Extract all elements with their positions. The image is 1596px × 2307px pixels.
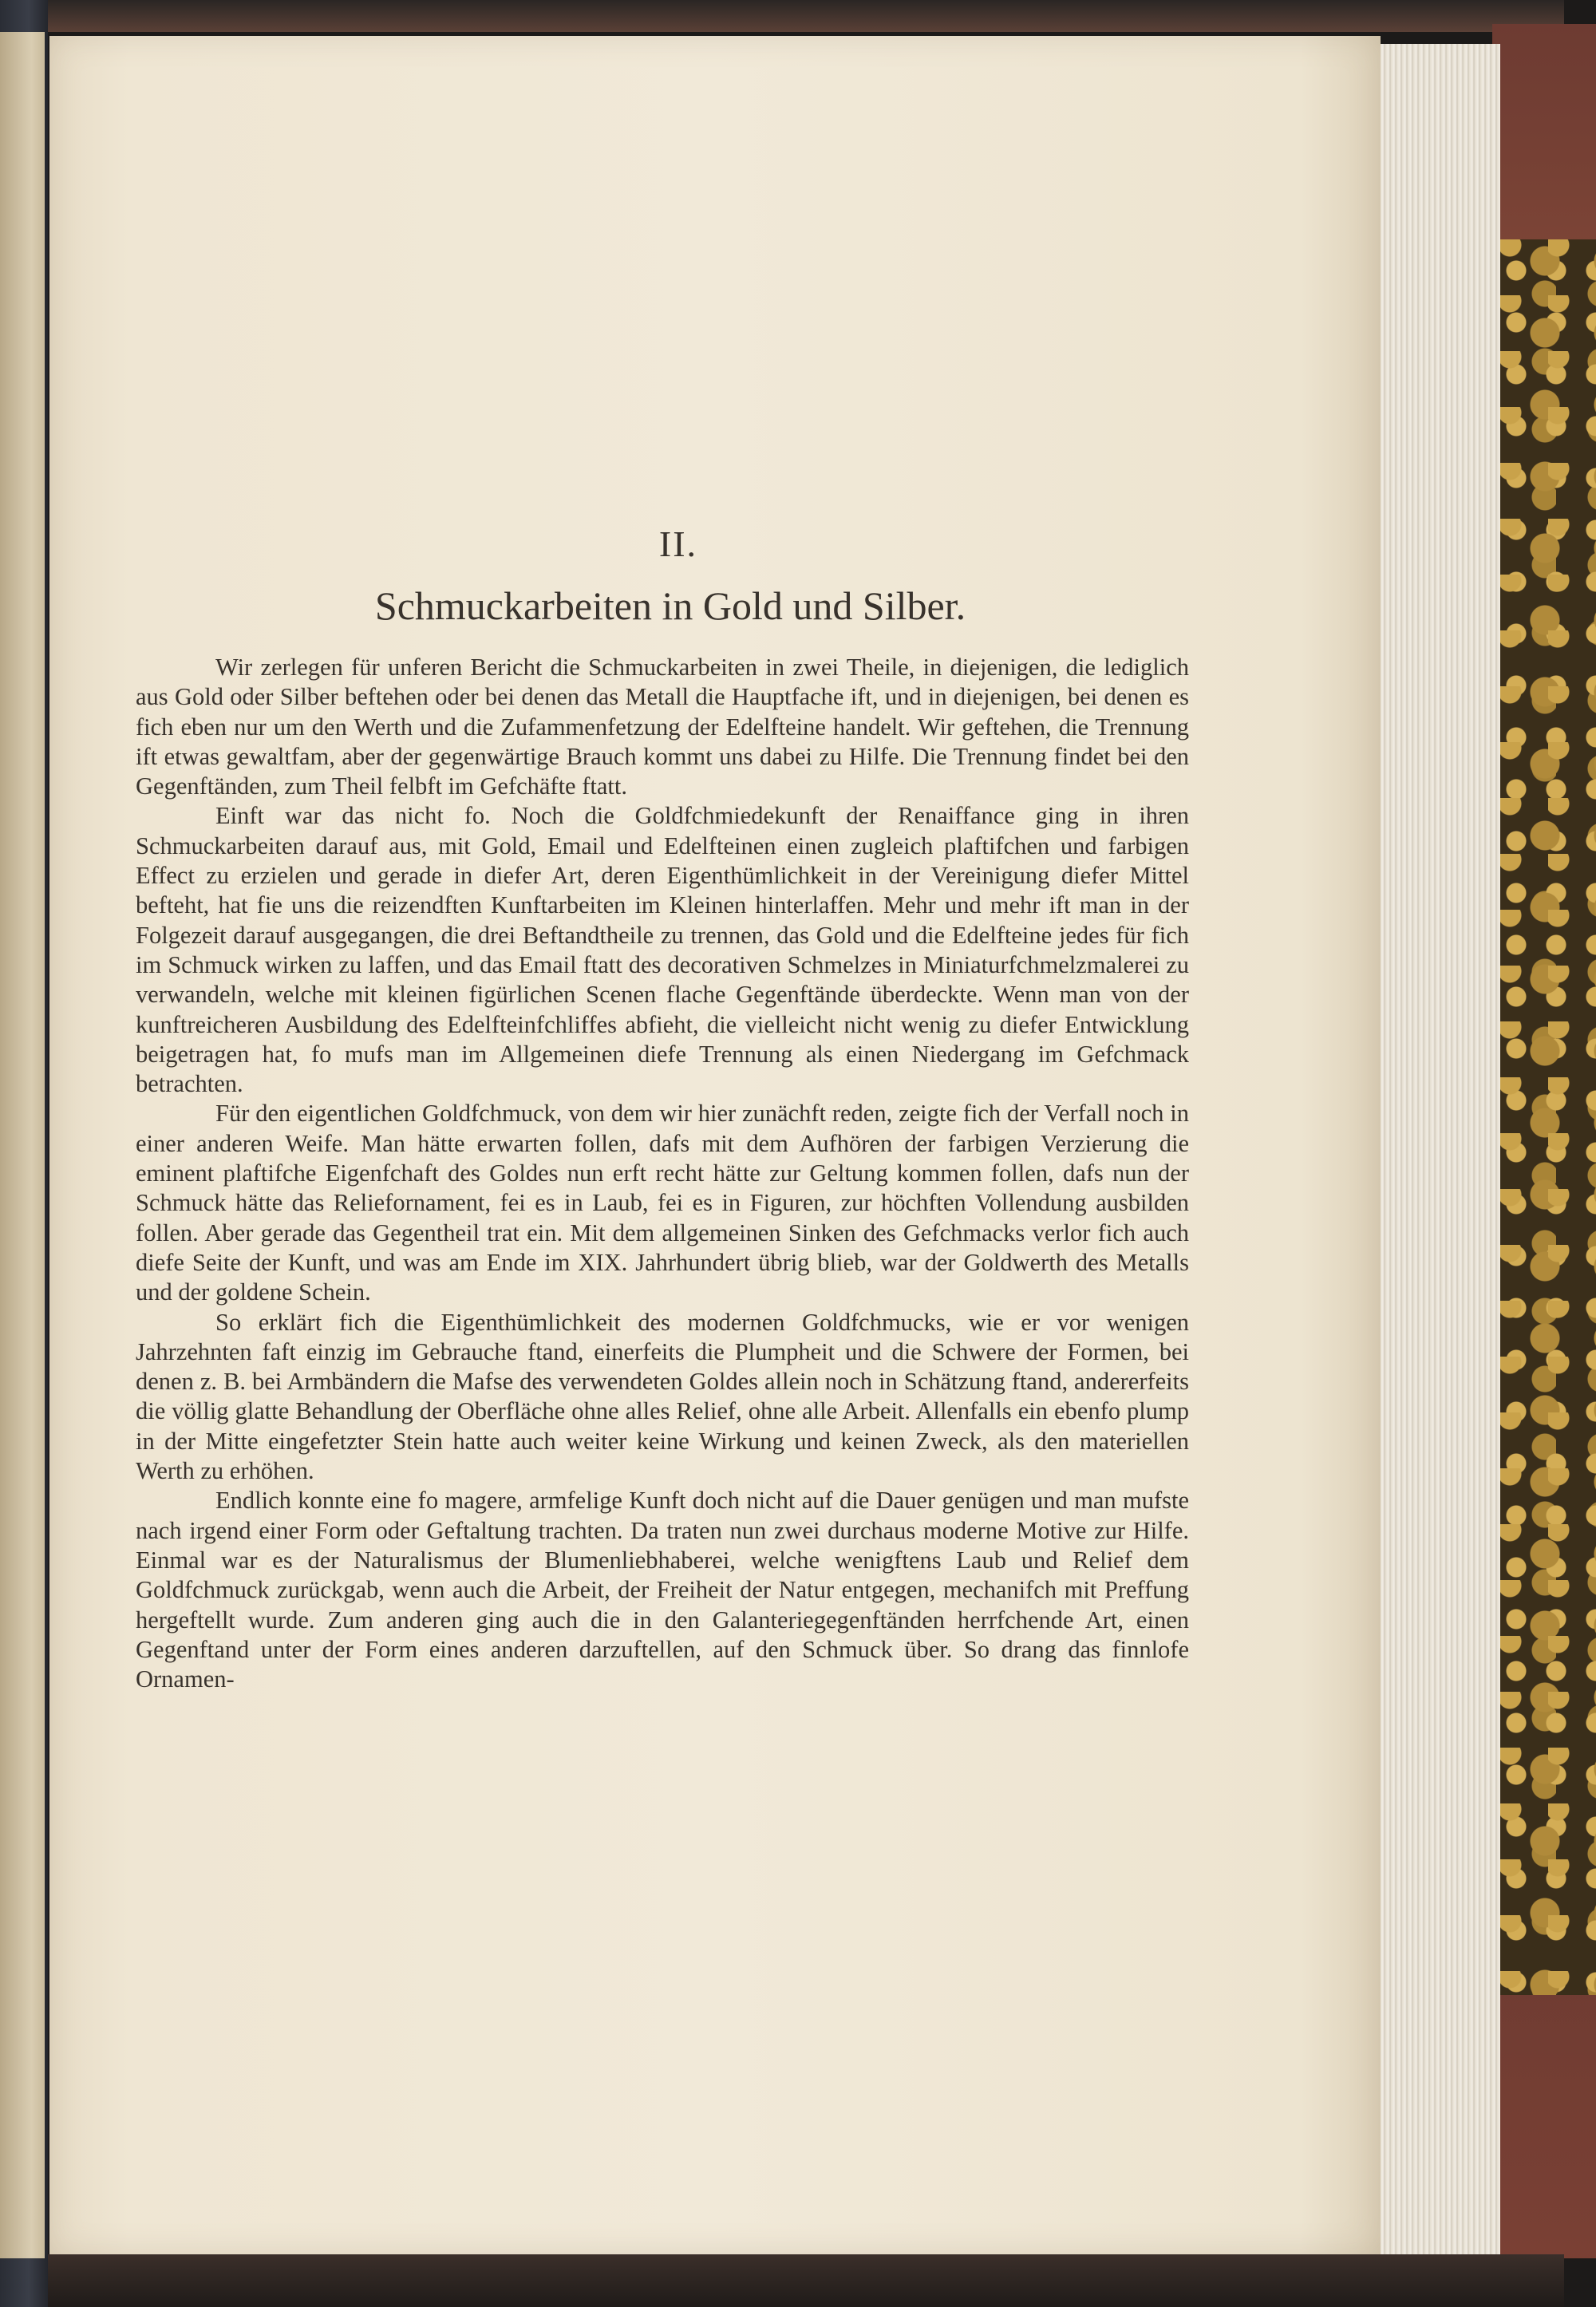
page-text [136,471,1189,1694]
paragraph-4: So erklärt fich die Eigenthümlichkeit des modernen Goldfchmucks, wie er vor wenigen Jahrzehnten faft einzig im Gebrauche ftand, einerfeits die Plumpheit und die Schwere der Formen, bei denen z. B. bei Armbändern die Mafse des verwendeten Goldes allein noch in Schätzung ftand, andererfeits die völlig glatte Behandlung der Oberfläche ohne alles Relief, ohne alle Arbeit. Allenfalls ein ebenfo plump in der Mitte eingefetzter Stein hatte auch weiter keine Wirkung und keinen Zweck, als den materiellen Werth zu erhöhen. [136,1308,1189,1485]
marbled-cover-pattern [1500,239,1596,1995]
paragraph-3: Für den eigentlichen Goldfchmuck, von dem wir hier zunächft reden, zeigte fich der Verfall noch in einer anderen Weife. Man hätte erwarten follen, dafs mit dem Aufhören der farbigen Verzierung die eminent plaftifche Eigenfchaft des Goldes nun erft recht hätte zur Geltung kommen follen, dafs nun der Schmuck hätte das Reliefornament, fei es in Laub, fei es in Figuren, zur höchften Vollendung ausbilden follen. Aber gerade das Gegentheil trat ein. Mit dem allgemeinen Sinken des Gefchmacks verlor fich auch diefe Seite der Kunft, und was am Ende im XIX. Jahrhundert übrig blieb, war der Goldwerth des Metalls und der goldene Schein. [136,1100,1189,1306]
book-cover-bottom [48,2254,1564,2307]
paragraph-2: Einft war das nicht fo. Noch die Goldfchmiedekunft der Renaiffance ging in ihren Schmuckarbeiten darauf aus, mit Gold, Email und Edelfteinen einen zugleich plaftifchen und farbigen Effect zu erzielen und gerade in diefer Art, deren Eigenthümlichkeit in der Vereinigung diefer Mittel befteht, hat fie uns die reizendften Kunftarbeiten im Kleinen hinterlaffen. Mehr und mehr ift man in der Folgezeit darauf ausgegangen, die drei Beftandtheile zu trennen, das Gold und die Edelfteine jedes für fich im Schmuck wirken zu laffen, und das Email ftatt des decorativen Schmelzes in Miniaturfchmelzmalerei zu verwandeln, welche mit kleinen figürlichen Scenen flache Gegenftände überdeckte. Wenn man von der kunftreicheren Ausbildung des Edelfteinfchliffes abfieht, die vielleicht nicht wenig zu diefer Entwicklung beigetragen hat, fo mufs man im Allgemeinen diefe Trennung als einen Niedergang im Gefchmack betrachten. [136,802,1189,1098]
paragraph-5: Endlich konnte eine fo magere, armfelige Kunft doch nicht auf die Dauer genügen und man mufste nach irgend einer Form oder Geftaltung trachten. Da traten nun zwei durchaus moderne Motive zur Hilfe. Einmal war es der Naturalismus der Blumenliebhaberei, welche wenigftens Laub und Relief dem Goldfchmuck zurückgab, wenn auch die Arbeit, der Freiheit der Natur entgegen, mechanifch mit Preffung hergeftellt wurde. Zum anderen ging auch die in den Galanteriegegenftänden herrfchende Art, einen Gegenftand unter der Form eines anderen darzuftellen, auf den Schmuck über. So drang das finnlofe Ornamen- [136,1487,1189,1693]
facing-page-edge [0,32,45,2258]
chapter-number: II. [658,523,698,564]
page-stack-edges [1379,44,1500,2254]
paragraph-1: Wir zerlegen für unferen Bericht die Schmuckarbeiten in zwei Theile, in diejenigen, die lediglich aus Gold oder Silber beftehen oder bei denen das Metall die Hauptfache ift, und in diejenigen, bei denen es fich eben nur um den Werth und die Zufammenfetzung der Edelfteine handelt. Wir geftehen, die Trennung ift etwas gewaltfam, aber der gegenwärtige Brauch kommt uns dabei zu Hilfe. Die Trennung findet bei den Gegenftänden, zum Theil felbft im Gefchäfte ftatt. [136,654,1189,800]
chapter-title: Schmuckarbeiten in Gold und Silber. [374,583,966,628]
book-cover-top [48,0,1564,32]
